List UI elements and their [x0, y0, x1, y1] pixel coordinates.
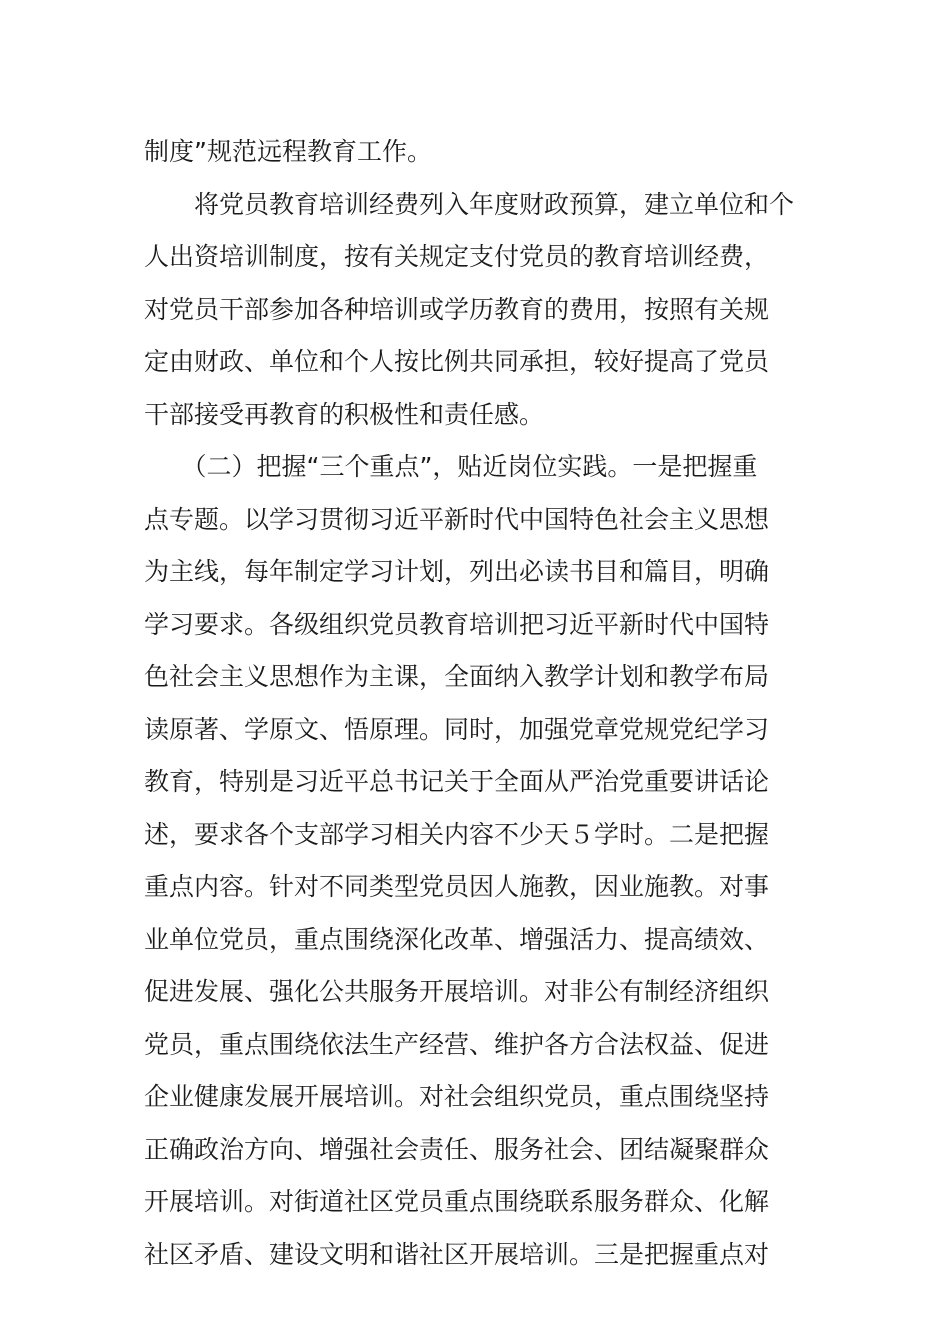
- text-line: 干部接受再教育的积极性和责任感。: [144, 399, 545, 429]
- text-line: 开展培训。对街道社区党员重点围绕联系服务群众、化解: [144, 1187, 770, 1216]
- text-line: 学习要求。各级组织党员教育培训把习近平新时代中国特: [144, 609, 770, 639]
- text-line: 将党员教育培训经费列入年度财政预算，建立单位和个: [144, 189, 795, 219]
- body-text: [144, 126, 824, 1281]
- text-line: 促进发展、强化公共服务开展培训。对非公有制经济组织: [144, 977, 770, 1006]
- text-line: （二）把握“三个重点”，贴近岗位实践。一是把握重: [144, 452, 758, 481]
- text-line: 述，要求各个支部学习相关内容不少天５学时。二是把握: [144, 819, 770, 849]
- text-line: 业单位党员，重点围绕深化改革、增强活力、提高绩效、: [144, 924, 770, 954]
- text-line: 教育，特别是习近平总书记关于全面从严治党重要讲话论: [144, 767, 770, 796]
- text-line: 读原著、学原文、悟原理。同时，加强党章党规党纪学习: [144, 714, 770, 744]
- text-line: 重点内容。针对不同类型党员因人施教，因业施教。对事: [144, 872, 770, 901]
- text-line: 党员，重点围绕依法生产经营、维护各方合法权益、促进: [144, 1029, 770, 1059]
- text-line: 正确政治方向、增强社会责任、服务社会、团结凝聚群众: [144, 1134, 770, 1164]
- text-line: 社区矛盾、建设文明和谐社区开展培训。三是把握重点对: [144, 1239, 770, 1269]
- text-line: 人出资培训制度，按有关规定支付党员的教育培训经费，: [144, 242, 770, 271]
- text-line: 对党员干部参加各种培训或学历教育的费用，按照有关规: [144, 294, 770, 324]
- text-line: 制度”规范远程教育工作。: [144, 137, 432, 166]
- text-line: 企业健康发展开展培训。对社会组织党员，重点围绕坚持: [144, 1082, 770, 1111]
- text-line: 色社会主义思想作为主课，全面纳入教学计划和教学布局: [144, 662, 770, 691]
- text-line: 为主线，每年制定学习计划，列出必读书目和篇目，明确: [144, 557, 770, 586]
- text-line: 点专题。以学习贯彻习近平新时代中国特色社会主义思想: [144, 504, 770, 534]
- text-line: 定由财政、单位和个人按比例共同承担，较好提高了党员: [144, 347, 770, 376]
